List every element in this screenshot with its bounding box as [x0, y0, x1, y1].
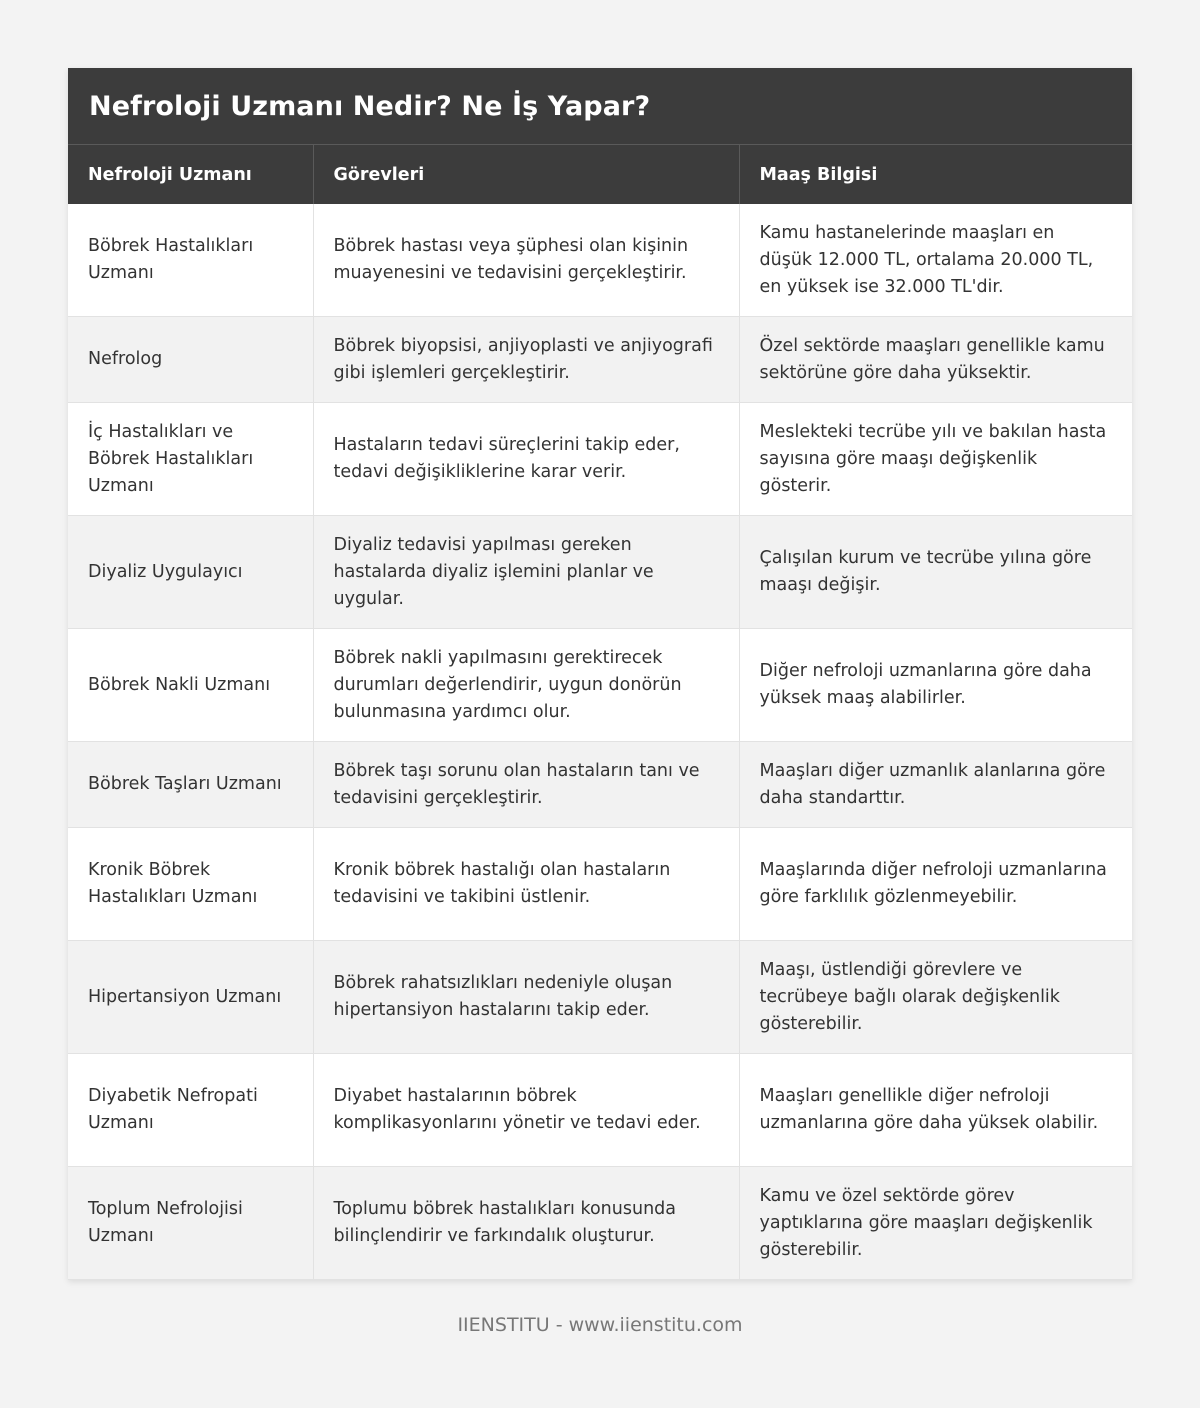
cell-salary: Kamu hastanelerinde maaşları en düşük 12.000 TL, ortalama 20.000 TL, en yüksek ise 32.000 TL'dir.	[739, 204, 1132, 317]
cell-duties: Kronik böbrek hastalığı olan hastaların tedavisini ve takibini üstlenir.	[313, 828, 739, 941]
cell-specialist: İç Hastalıkları ve Böbrek Hastalıkları Uzmanı	[68, 403, 313, 516]
table-header-row	[68, 145, 1132, 204]
table-row	[68, 828, 1132, 941]
cell-salary: Meslekteki tecrübe yılı ve bakılan hasta sayısına göre maaşı değişkenlik gösterir.	[739, 403, 1132, 516]
cell-duties: Diyaliz tedavisi yapılması gereken hastalarda diyaliz işlemini planlar ve uygular.	[313, 516, 739, 629]
cell-duties: Toplumu böbrek hastalıkları konusunda bilinçlendirir ve farkındalık oluşturur.	[313, 1167, 739, 1280]
footer-credit: IIENSTITU - www.iienstitu.com	[457, 1314, 743, 1336]
column-header-salary: Maaş Bilgisi	[739, 145, 1132, 204]
table-row	[68, 317, 1132, 403]
content-card	[68, 68, 1132, 1280]
table-row	[68, 403, 1132, 516]
table-row	[68, 1054, 1132, 1167]
cell-salary: Maaşları diğer uzmanlık alanlarına göre daha standarttır.	[739, 742, 1132, 828]
table-row	[68, 629, 1132, 742]
page-title: Nefroloji Uzmanı Nedir? Ne İş Yapar?	[89, 90, 651, 122]
cell-duties: Böbrek rahatsızlıkları nedeniyle oluşan hipertansiyon hastalarını takip eder.	[313, 941, 739, 1054]
cell-specialist: Kronik Böbrek Hastalıkları Uzmanı	[68, 828, 313, 941]
cell-salary: Maaşlarında diğer nefroloji uzmanlarına göre farklılık gözlenmeyebilir.	[739, 828, 1132, 941]
table-row	[68, 742, 1132, 828]
title-bar	[68, 68, 1132, 145]
cell-specialist: Diyaliz Uygulayıcı	[68, 516, 313, 629]
cell-duties: Böbrek hastası veya şüphesi olan kişinin muayenesini ve tedavisini gerçekleştirir.	[313, 204, 739, 317]
cell-duties: Böbrek nakli yapılmasını gerektirecek durumları değerlendirir, uygun donörün bulunmasına yardımcı olur.	[313, 629, 739, 742]
cell-salary: Maaşı, üstlendiği görevlere ve tecrübeye bağlı olarak değişkenlik gösterebilir.	[739, 941, 1132, 1054]
cell-duties: Böbrek biyopsisi, anjiyoplasti ve anjiyografi gibi işlemleri gerçekleştirir.	[313, 317, 739, 403]
cell-salary: Çalışılan kurum ve tecrübe yılına göre maaşı değişir.	[739, 516, 1132, 629]
cell-salary: Diğer nefroloji uzmanlarına göre daha yüksek maaş alabilirler.	[739, 629, 1132, 742]
cell-specialist: Böbrek Hastalıkları Uzmanı	[68, 204, 313, 317]
cell-specialist: Diyabetik Nefropati Uzmanı	[68, 1054, 313, 1167]
table-row	[68, 941, 1132, 1054]
cell-duties: Böbrek taşı sorunu olan hastaların tanı ve tedavisini gerçekleştirir.	[313, 742, 739, 828]
table-row	[68, 204, 1132, 317]
cell-duties: Hastaların tedavi süreçlerini takip eder, tedavi değişikliklerine karar verir.	[313, 403, 739, 516]
cell-specialist: Böbrek Nakli Uzmanı	[68, 629, 313, 742]
cell-specialist: Hipertansiyon Uzmanı	[68, 941, 313, 1054]
cell-salary: Maaşları genellikle diğer nefroloji uzmanlarına göre daha yüksek olabilir.	[739, 1054, 1132, 1167]
cell-specialist: Böbrek Taşları Uzmanı	[68, 742, 313, 828]
column-header-specialist: Nefroloji Uzmanı	[68, 145, 313, 204]
cell-salary: Kamu ve özel sektörde görev yaptıklarına göre maaşları değişkenlik gösterebilir.	[739, 1167, 1132, 1280]
cell-specialist: Nefrolog	[68, 317, 313, 403]
table-row	[68, 1167, 1132, 1280]
column-header-duties: Görevleri	[313, 145, 739, 204]
cell-specialist: Toplum Nefrolojisi Uzmanı	[68, 1167, 313, 1280]
nephrology-table	[68, 145, 1132, 1280]
cell-salary: Özel sektörde maaşları genellikle kamu sektörüne göre daha yüksektir.	[739, 317, 1132, 403]
cell-duties: Diyabet hastalarının böbrek komplikasyonlarını yönetir ve tedavi eder.	[313, 1054, 739, 1167]
table-row	[68, 516, 1132, 629]
